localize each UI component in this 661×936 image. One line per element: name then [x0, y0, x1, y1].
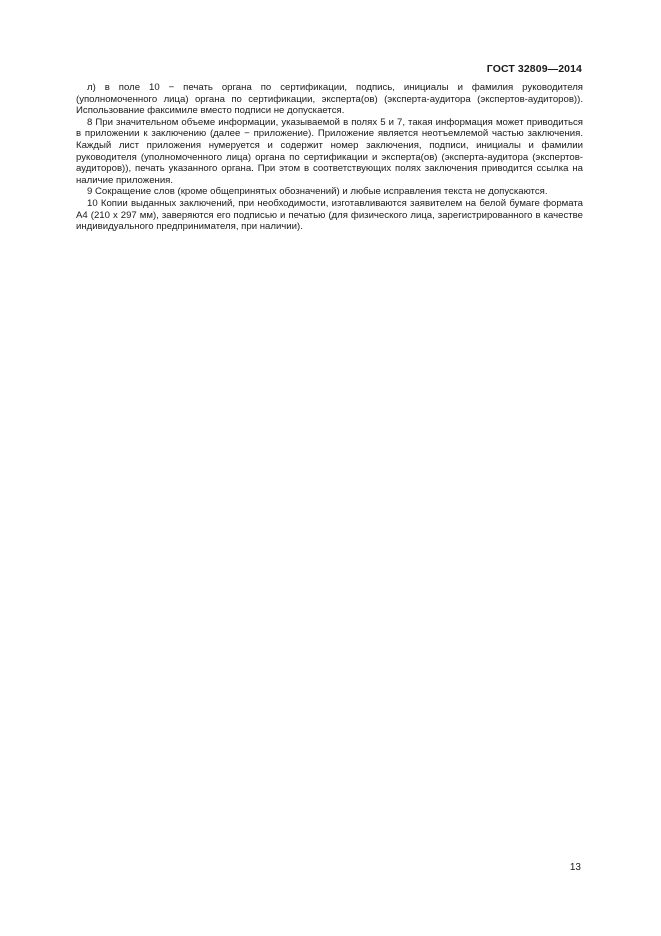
document-body: [76, 82, 583, 233]
paragraph-9: 9 Сокращение слов (кроме общепринятых обозначений) и любые исправления текста не допускаются.: [87, 186, 548, 198]
document-header: ГОСТ 32809—2014: [486, 63, 582, 75]
paragraph-10: 10 Копии выданных заключений, при необходимости, изготавливаются заявителем на белой бумаге формата А4 (210 х 297 мм), заверяются его подписью и печатью (для физического лица, зарегистрированного в качестве индивидуального предпринимателя, при наличии).: [76, 197, 583, 233]
paragraph-8: 8 При значительном объеме информации, указываемой в полях 5 и 7, такая информация может приводиться в приложении к заключению (далее − приложение). Приложение является неотъемлемой частью заключения. Каждый лист приложения нумеруется и содержит номер заключения, подписи, инициалы и фамилии руководителя (уполномоченного лица) органа по сертификации и эксперта(ов) (эксперта-аудитора (экспертов-аудиторов)), печать указанного органа. При этом в соответствующих полях заключения приводится ссылка на наличие приложения.: [76, 116, 583, 186]
page-number: 13: [569, 862, 581, 873]
paragraph-item-l: л) в поле 10 − печать органа по сертификации, подпись, инициалы и фамилия руководителя (уполномоченного лица) органа по сертификации, эксперта(ов) (эксперта-аудитора (экспертов-аудиторов)). Использование факсимиле вместо подписи не допускается.: [76, 82, 583, 117]
